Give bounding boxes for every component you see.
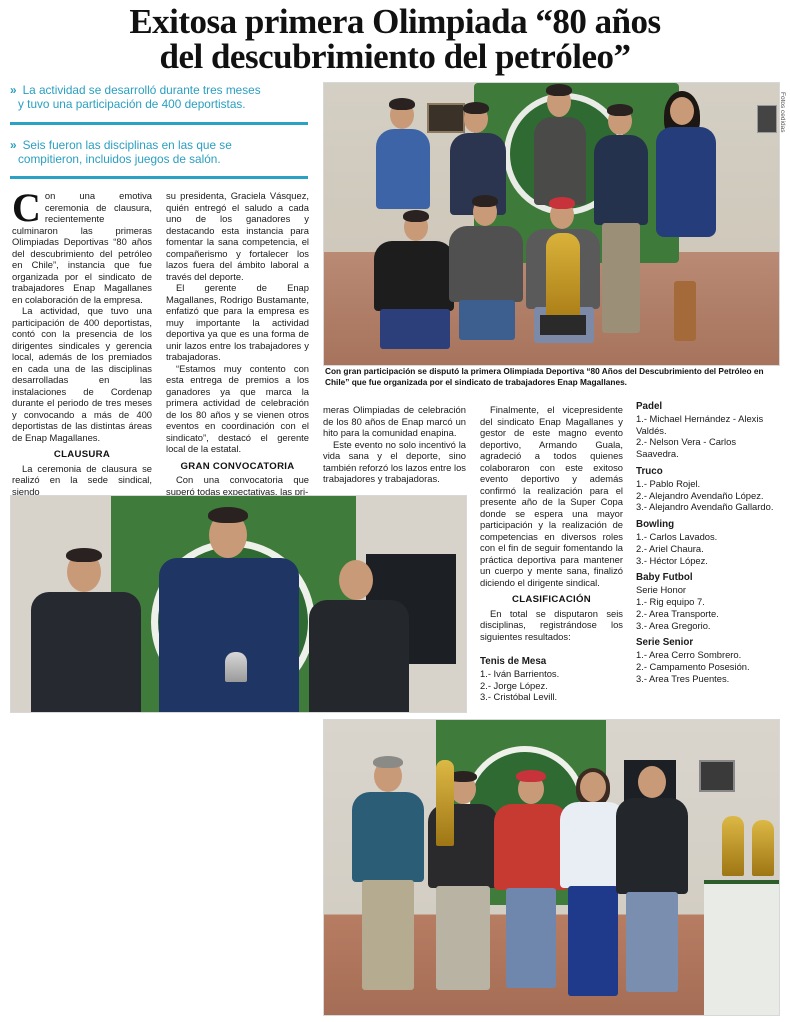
chevron-right-icon: » <box>10 83 17 97</box>
wall-picture <box>699 760 735 792</box>
table-with-trophies <box>704 880 779 1016</box>
paragraph: Este evento no solo incentivó la vida sana y el deporte, sino también reforzó los lazos entre los trabajadores y trabajadoras. <box>323 438 466 484</box>
result-line: 3.- Héctor López. <box>636 554 708 566</box>
result-line: 3.- Alejandro Avendaño Gallardo. <box>636 501 774 513</box>
subheading-clasificacion: CLASIFICACIÓN <box>511 594 592 605</box>
results-column <box>636 401 781 685</box>
trophy-icon <box>436 760 454 846</box>
result-line: 1.- Pablo Rojel. <box>636 477 701 489</box>
result-line: 2.- Nelson Vera - Carlos Saavedra. <box>636 436 737 460</box>
result-line: 1.- Iván Barrientos. <box>480 667 560 679</box>
article-column-4 <box>480 404 623 703</box>
results-category: Serie Senior <box>636 637 694 649</box>
trophy-icon <box>546 233 580 323</box>
paragraph: meras Olimpiadas de celebración de los 80 años de Enap marcó un hito para la comunidad enapina. <box>323 404 466 438</box>
photo-caption: Con gran participación se disputó la primera Olimpiada Deportiva “80 Años del Descubrimiento del Petróleo en Chile” que fue organizada por el sindicato de trabajadores Enap Magallanes. <box>325 366 764 387</box>
article-column-1 <box>12 185 152 497</box>
paragraph: on una emotiva ceremonia de clausura, recientemente culminaron las primeras Olimpiadas Deportivas “80 años del descubrimiento del petróleo en Chile”, instancia que fue organizada por el sindicato de trabajadores Enap Magallanes en colaboración de la empresa. <box>12 190 152 305</box>
result-line: 2.- Jorge López. <box>480 679 548 691</box>
subheading-clausura: CLAUSURA <box>53 449 111 460</box>
paragraph: En total se disputaron seis disciplinas, registrándose los siguientes resultados: <box>480 607 623 642</box>
trophy-icon <box>722 816 744 876</box>
result-line: 2.- Alejandro Avendaño López. <box>636 489 764 501</box>
photo-trophy-winners <box>323 719 780 1016</box>
trophy-icon <box>752 820 774 876</box>
result-line: 2.- Campamento Posesión. <box>636 660 750 672</box>
headline-line-2: del descubrimiento del petróleo” <box>159 37 631 76</box>
paragraph: La actividad, que tuvo una participación de 400 deportistas, contó con la presencia de los dirigentes sindicales y gerencia local, además de los premiados en cada una de las disciplinas desarrolladas en las instalaciones de Cordenap durante el periodo de tres meses y convocando a más de 400 deportistas de las distintas áreas de Enap Magallanes. <box>12 305 152 443</box>
headline <box>0 4 790 74</box>
result-line: 1.- Rig equipo 7. <box>636 595 705 607</box>
result-line: Serie Honor <box>636 584 687 596</box>
highlight-1: » La actividad se desarrolló durante tres meses y tuvo una participación de 400 deportistas. <box>10 83 261 111</box>
result-line: 3.- Area Tres Puentes. <box>636 672 730 684</box>
photo-credit: Fotos cedidas <box>779 92 786 133</box>
highlight-divider-1 <box>10 122 308 125</box>
highlight-2: » Seis fueron las disciplinas en las que se compitieron, incluidos juegos de salón. <box>10 138 232 166</box>
paragraph: “Estamos muy contento con esta entrega de premios a los ganadores ya que marca la primera actividad de celebración de los 80 años y se vienen otros eventos en coordinación con el sindicato”, destacó el gerente local de la estatal. <box>166 362 309 454</box>
paragraph: El gerente de Enap Magallanes, Rodrigo Bustamante, enfatizó que para la empresa es muy importante la actividad deportiva ya que es una forma de unir lazos entre los trabajadores y trabajadoras. <box>166 282 309 362</box>
result-line: 3.- Cristóbal Levill. <box>480 691 558 703</box>
wall-picture <box>427 103 465 133</box>
photo-group-winners <box>323 82 780 366</box>
paragraph: La ceremonia de clausura se realizó en la sede sindical, siendo <box>12 462 152 497</box>
results-category: Bowling <box>636 519 675 531</box>
dropcap: C <box>12 185 41 230</box>
result-line: 1.- Carlos Lavados. <box>636 530 718 542</box>
results-tenis-de-mesa <box>480 656 623 703</box>
result-line: 1.- Area Cerro Sombrero. <box>636 649 742 661</box>
paragraph: Con una convocatoria que superó todas expectativas, las pri- <box>166 474 309 497</box>
result-line: 3.- Area Gregorio. <box>636 619 711 631</box>
paragraph: Finalmente, el vicepresidente del sindicato Enap Magallanes y gestor de este magno evento deportivo, Armando Guala, agradeció a todos quienes colaboraron con este exitoso evento deportivo y además confirmó la realización para el presente año de la Super Copa donde se espera una mayor participación y la realización de competencias en diversos roles con el fin de seguir fomentando la práctica deportiva para mantener un cuerpo y mente sana, finalizó diciendo el dirigente sindical. <box>480 404 623 588</box>
trophy-base <box>540 315 586 335</box>
photo-award-presentation <box>10 495 467 713</box>
result-line: 2.- Ariel Chaura. <box>636 542 704 554</box>
trophy-icon <box>225 652 247 682</box>
results-category: Baby Futbol <box>636 572 693 584</box>
wall-picture <box>757 105 777 133</box>
result-line: 2.- Area Transporte. <box>636 607 719 619</box>
highlight-divider-2 <box>10 176 308 179</box>
headline-line-1: Exitosa primera Olimpiada “80 años <box>129 2 661 41</box>
article-column-3 <box>323 404 466 485</box>
results-category: Truco <box>636 465 663 477</box>
results-category: Padel <box>636 401 663 412</box>
subheading-gran-convocatoria: GRAN CONVOCATORIA <box>180 460 295 472</box>
chevron-right-icon: » <box>10 138 17 152</box>
results-category: Tenis de Mesa <box>480 656 547 667</box>
result-line: 1.- Michael Hernández - Alexis Valdés. <box>636 412 764 436</box>
article-column-2 <box>166 190 309 497</box>
paragraph: su presidenta, Graciela Vásquez, quién entregó el saludo a cada uno de los ganadores y destacando esta instancia para fomentar la sana competencia, el compañerismo y fortalecer los lazos fuera del ámbito laboral a través del deporte. <box>166 190 309 282</box>
